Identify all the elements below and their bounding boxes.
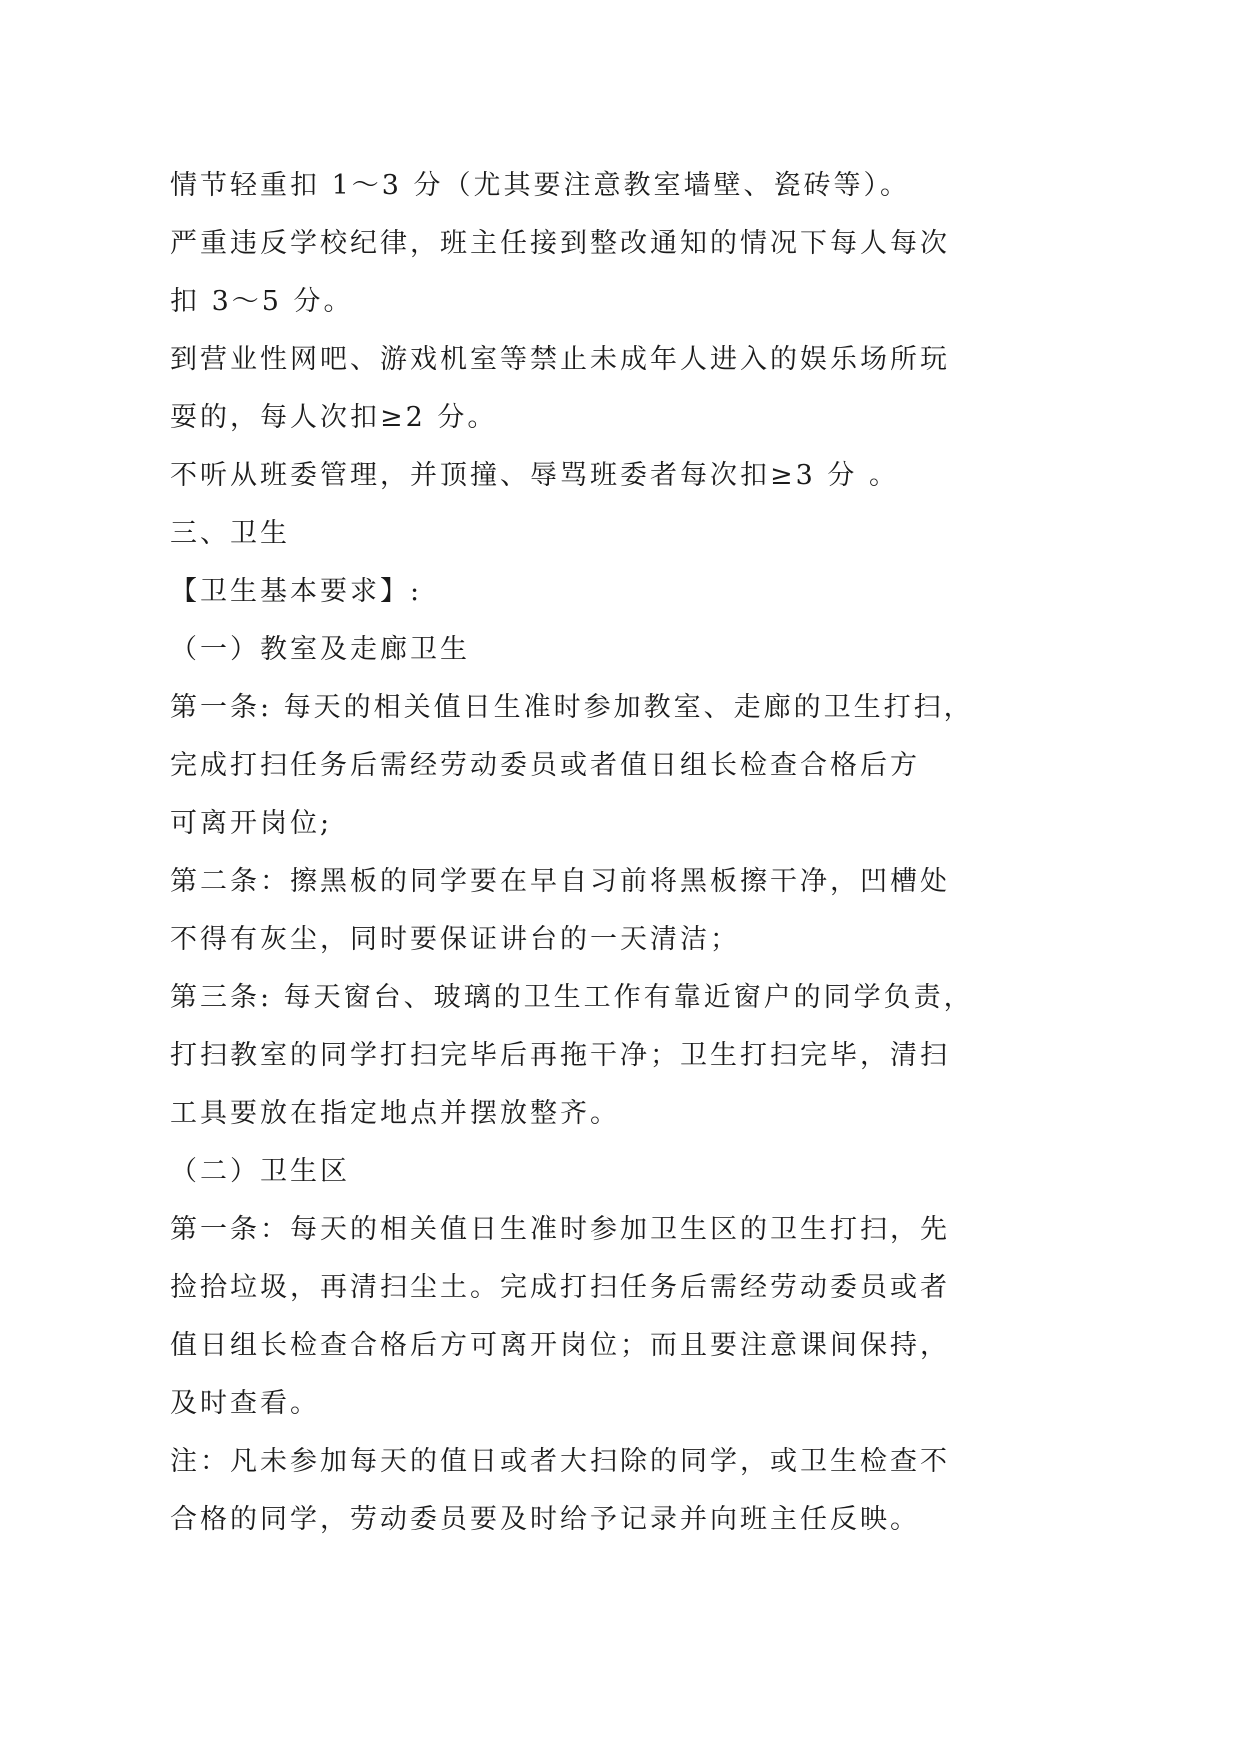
paragraph-line: 耍的，每人次扣≥2 分。 — [170, 402, 498, 433]
note-line: 注：凡未参加每天的值日或者大扫除的同学，或卫生检查不 — [170, 1446, 950, 1477]
subsection-heading: （二）卫生区 — [170, 1156, 350, 1187]
paragraph-line: 不听从班委管理，并顶撞、辱骂班委者每次扣≥3 分 。 — [170, 460, 899, 491]
paragraph-line: 扣 3～5 分。 — [170, 286, 354, 317]
note-line: 合格的同学，劳动委员要及时给予记录并向班主任反映。 — [170, 1504, 920, 1535]
paragraph-line: 值日组长检查合格后方可离开岗位；而且要注意课间保持， — [170, 1330, 950, 1361]
paragraph-line: 打扫教室的同学打扫完毕后再拖干净；卫生打扫完毕，清扫 — [170, 1040, 950, 1071]
paragraph-line: 情节轻重扣 1～3 分（尤其要注意教室墙壁、瓷砖等）。 — [170, 170, 911, 201]
paragraph-line: 可离开岗位; — [170, 808, 333, 839]
paragraph-line: 捡拾垃圾，再清扫尘土。完成打扫任务后需经劳动委员或者 — [170, 1272, 950, 1303]
paragraph-line: 第三条: 每天窗台、玻璃的卫生工作有靠近窗户的同学负责， — [170, 982, 974, 1013]
paragraph-line: 第一条：每天的相关值日生准时参加卫生区的卫生打扫，先 — [170, 1214, 950, 1245]
paragraph-line: 不得有灰尘，同时要保证讲台的一天清洁； — [170, 924, 740, 955]
document-body — [170, 157, 1070, 1549]
paragraph-line: 第二条：擦黑板的同学要在早自习前将黑板擦干净，凹槽处 — [170, 866, 950, 897]
paragraph-line: 严重违反学校纪律，班主任接到整改通知的情况下每人每次 — [170, 228, 950, 259]
subsection-heading: （一）教室及走廊卫生 — [170, 634, 470, 665]
paragraph-line: 完成打扫任务后需经劳动委员或者值日组长检查合格后方 — [170, 750, 920, 781]
paragraph-line: 工具要放在指定地点并摆放整齐。 — [170, 1098, 620, 1129]
paragraph-line: 到营业性网吧、游戏机室等禁止未成年人进入的娱乐场所玩 — [170, 344, 950, 375]
paragraph-line: 及时查看。 — [170, 1388, 320, 1419]
section-heading: 三、卫生 — [170, 518, 290, 549]
subsection-heading: 【卫生基本要求】: — [170, 576, 423, 607]
paragraph-line: 第一条: 每天的相关值日生准时参加教室、走廊的卫生打扫， — [170, 692, 974, 723]
